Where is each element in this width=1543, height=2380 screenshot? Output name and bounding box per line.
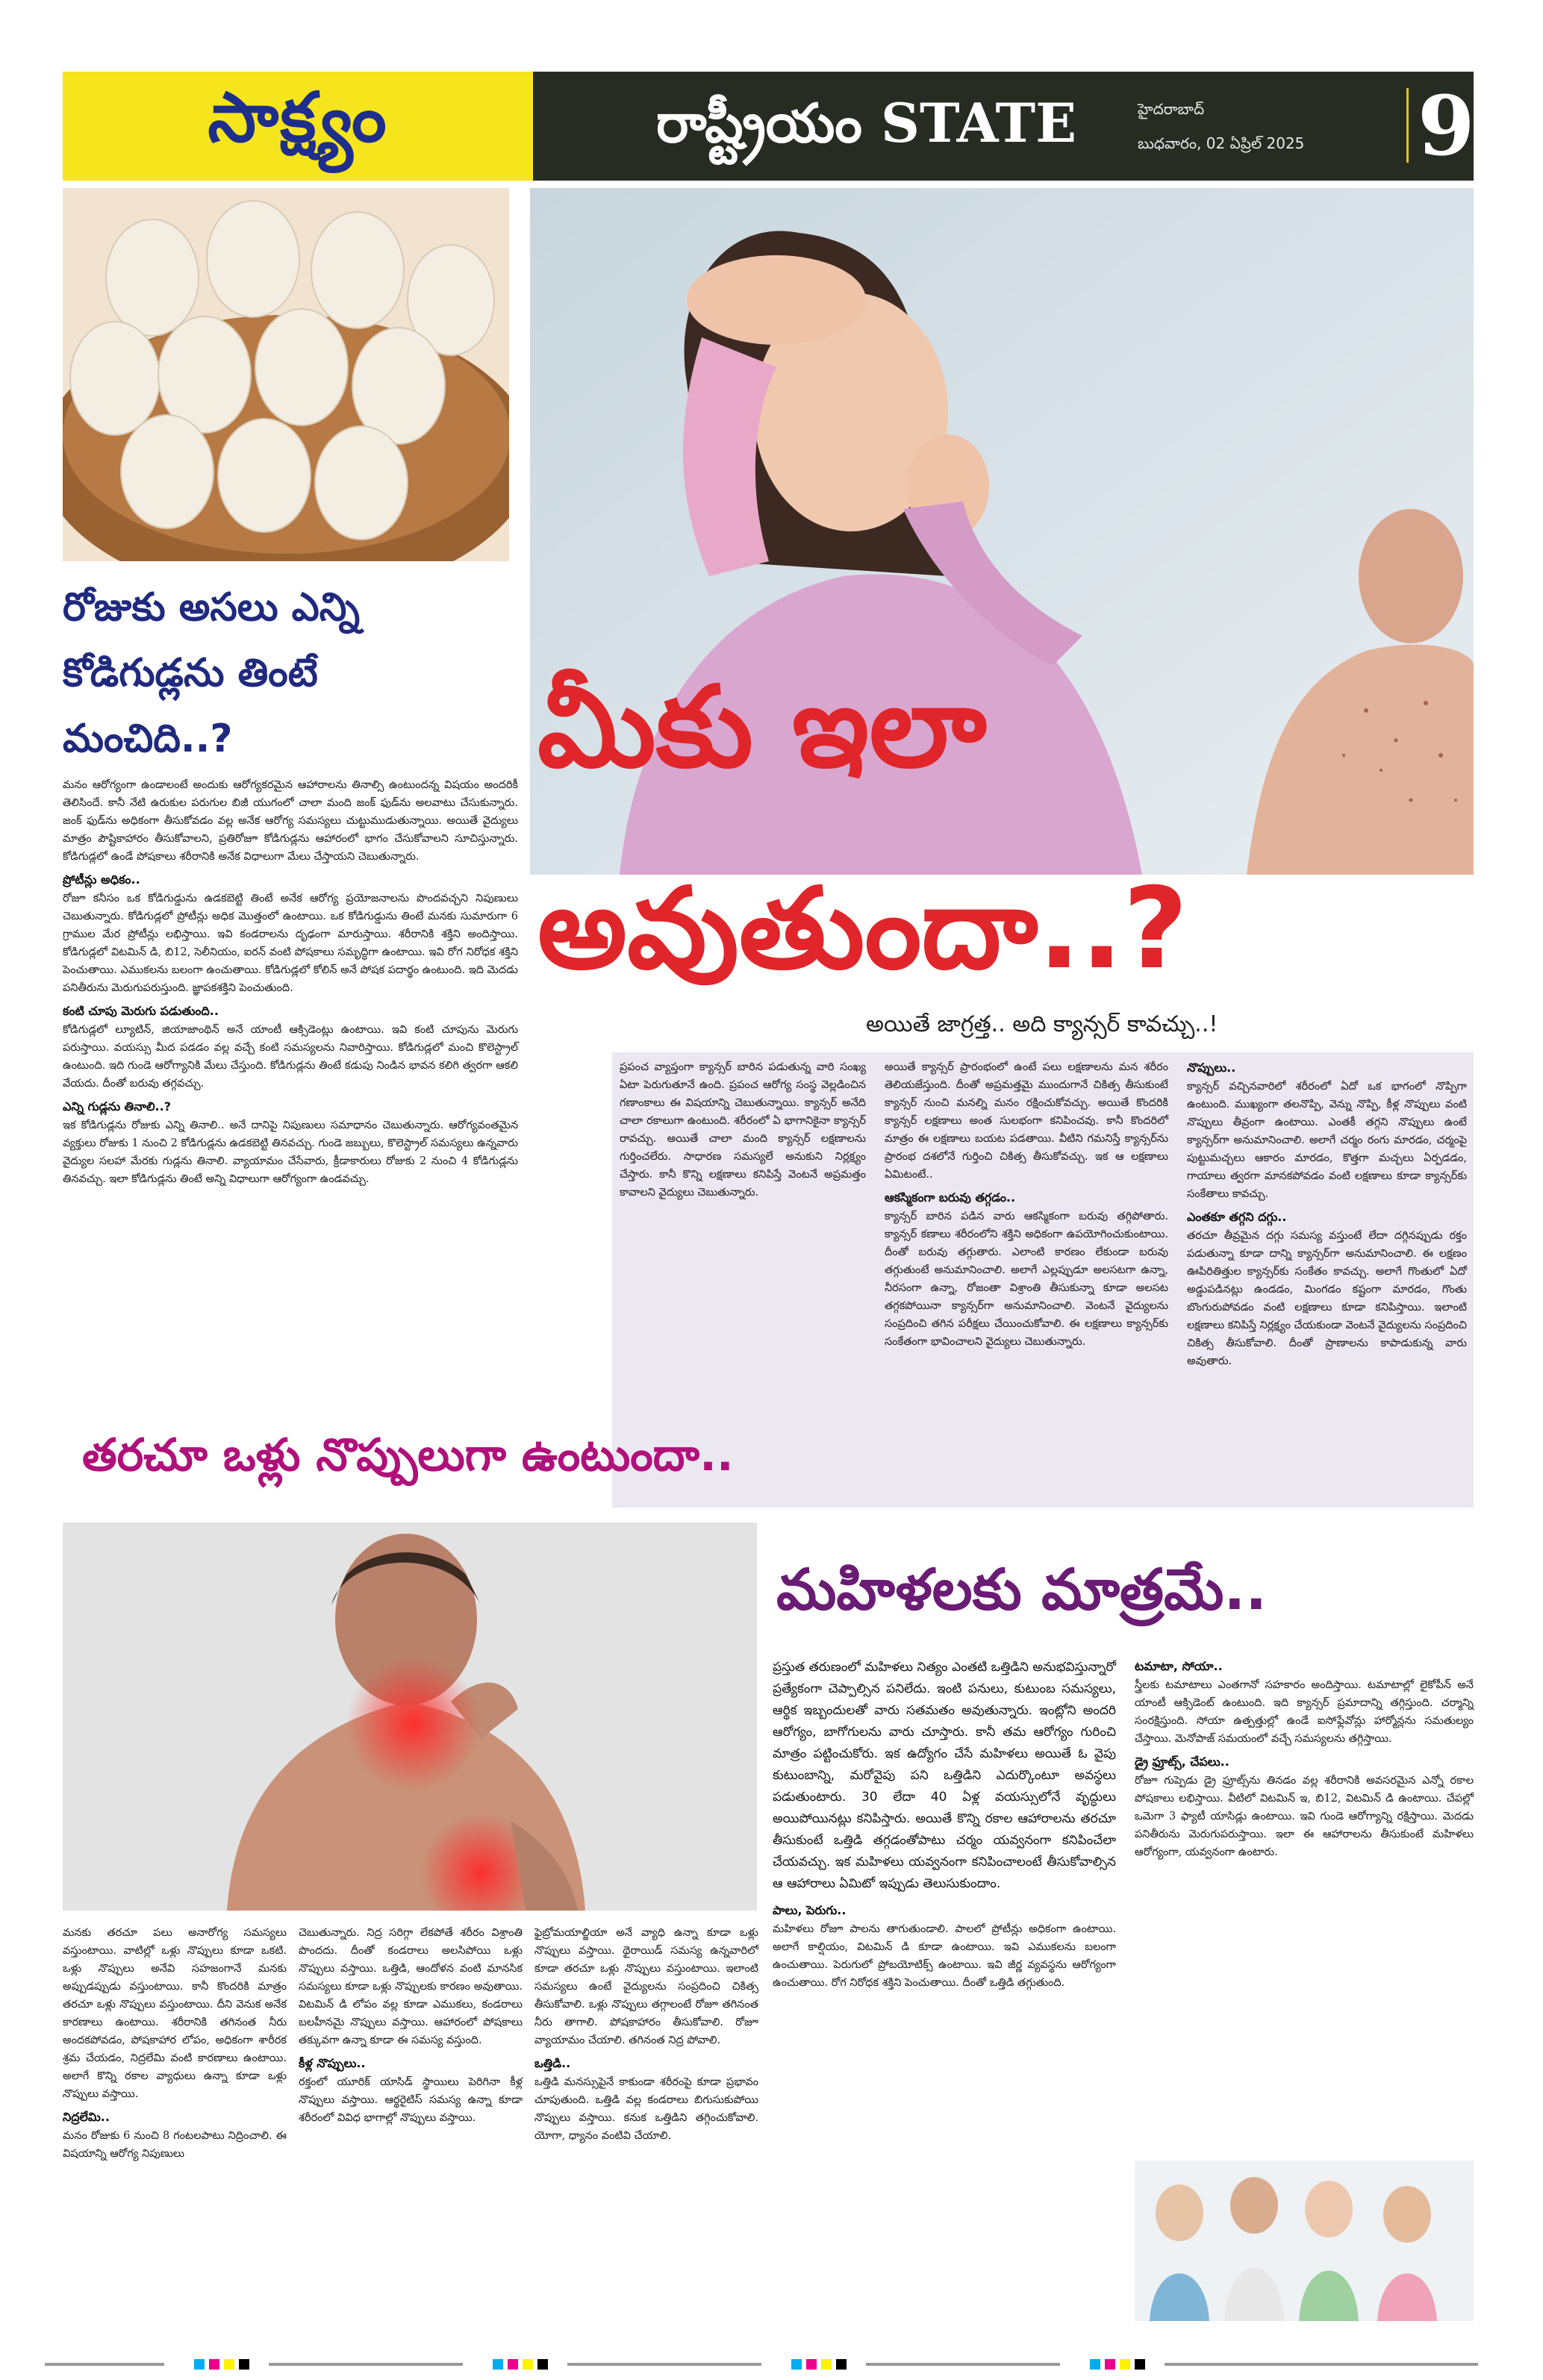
pain-subhead-stress: ఒత్తిడి.. — [534, 2056, 571, 2070]
cancer-col2-text: అయితే క్యాన్సర్ ప్రారంభంలో ఉంటే పలు లక్షణాలను మన శరీరం తెలియజేస్తుంది. దీంతో అప్రమత్తమై ముందుగానే చికిత్స తీసుకుంటే క్యాన్సర్ నుంచి మనల్ని మనం రక్షించుకోవచ్చు. అయితే కొందరికి క్యాన్సర్ లక్షణాలు అంత సులభంగా కనిపించవు. కానీ కొందరిలో మాత్రం ఈ లక్షణాలు బయట పడతాయి. వీటిని గమనిస్తే క్యాన్సర్‌ను ప్రారంభ దశలోనే గుర్తించి చికిత్స తీసుకోవచ్చు. ఇక ఆ లక్షణాలు ఏమిటంటే.. — [885, 1061, 1168, 1181]
pain-col2-text: చెబుతున్నారు. నిద్ర సరిగ్గా లేకపోతే శరీరం విశ్రాంతి పొందదు. దీంతో కండరాలు అలసిపోయి ఒళ్లు నొప్పులు వస్తాయి. ఒత్తిడి, ఆందోళన వంటి మానసిక సమస్యలు కూడా ఒళ్లు నొప్పులకు కారణం అవుతాయి. విటమిన్ డి లోపం వల్ల కూడా ఎముకలు, కండరాలు బలహీనమై నొప్పులు వస్తాయి. ఆహారంలో పోషకాలు తక్కువగా ఉన్నా కూడా ఈ సమస్య వస్తుంది. — [299, 1927, 523, 2046]
cancer-headline-line1: మీకు ఇలా — [537, 663, 987, 793]
logo-text: సాక్ష్యం — [208, 78, 388, 157]
women-subhead-milk: పాలు, పెరుగు.. — [773, 1903, 847, 1917]
back-pain-photo — [63, 1522, 757, 1911]
eggs-photo — [63, 188, 509, 561]
women-col1b-text: మహిళలు రోజూ పాలను తాగుతుండాలి. పాలలో ప్రోటీన్లు అధికంగా ఉంటాయి. అలాగే కాల్షియం, విటమిన్ డి కూడా ఉంటాయి. ఇవి ఎముకలను బలంగా ఉంచుతాయి. పెరుగులో ప్రోబయోటిక్స్ ఉంటాయి. ఇవి జీర్ణ వ్యవస్థను ఆరోగ్యంగా ఉంచుతాయి. రోగ నిరోధక శక్తిని పెంచుతాయి. దీంతో ఒత్తిడి తగ్గుతుంది. — [773, 1923, 1116, 1989]
eggs-para-protein: రోజూ కనీసం ఒక కోడిగుడ్డును ఉడకబెట్టి తింటే అనేక ఆరోగ్య ప్రయోజనాలను పొందవచ్చని నిపుణులు చెబుతున్నారు. కోడిగుడ్లలో ప్రోటీన్లు అధిక మొత్తంలో ఉంటాయి. ఒక కోడిగుడ్డును తింటే మనకు సుమారుగా 6 గ్రాముల మేర ప్రోటీన్లు లభిస్తాయి. ఇవి కండరాలను దృఢంగా మారుస్తాయి. శరీరానికి శక్తిని అందిస్తాయి. కోడిగుడ్లలో విటమిన్ డి, బి12, సెలీనియం, ఐరన్ వంటి పోషకాలు సమృద్ధిగా ఉంటాయి. ఇవి రోగ నిరోధక శక్తిని పెంచుతాయి. ఎముకలను బలంగా ఉంచుతాయి. కోడిగుడ్లలో కోలిన్ అనే పోషక పదార్థం ఉంటుంది. ఇది మెదడు పనితీరును మెరుగుపరుస్తుంది. జ్ఞాపకశక్తిని పెంచుతుంది. — [63, 893, 518, 994]
eggs-subhead-protein: ప్రోటీన్లు అధికం.. — [63, 872, 140, 887]
eggs-para-eyes: కోడిగుడ్లలో ల్యూటిన్, జియాజాంథిన్ అనే యాంటీ ఆక్సిడెంట్లు ఉంటాయి. ఇవి కంటి చూపును మెరుగు పరుస్తాయి. వయస్సు మీద పడడం వల్ల వచ్చే కంటి సమస్యలను నివారిస్తాయి. కోడిగుడ్లలో మంచి కొలెస్ట్రాల్ ఉంటుంది. ఇది గుండె ఆరోగ్యానికి మేలు చేస్తుంది. కోడిగుడ్లను తింటే కడుపు నిండిన భావన కలిగి త్వరగా ఆకలి వేయదు. దీంతో బరువు తగ్గవచ్చు. — [63, 1024, 518, 1090]
cancer-subhead-cough: ఎంతకూ తగ్గని దగ్గు.. — [1187, 1210, 1287, 1224]
eggs-intro: మనం ఆరోగ్యంగా ఉండాలంటే అందుకు ఆరోగ్యకరమైన ఆహారాలను తినాల్సి ఉంటుందన్న విషయం అందరికీ తెలిసిందే. కానీ నేటి ఉరుకుల పరుగుల బిజీ యుగంలో చాలా మంది జంక్ ఫుడ్‌ను అలవాటు చేసుకున్నారు. జంక్ ఫుడ్‌ను అధికంగా తీసుకోవడం వల్ల అనేక ఆరోగ్య సమస్యలు చుట్టుముడుతున్నాయి. అయితే వైద్యులు మాత్రం పౌష్టికాహారం తీసుకోవాలని, ప్రతిరోజూ కోడిగుడ్లను ఆహారంలో భాగం చేసుకోవాలని సూచిస్తున్నారు. కోడిగుడ్లలో ఉండే పోషకాలు శరీరానికి అనేక విధాలుగా మేలు చేస్తాయని చెబుతున్నారు. — [63, 779, 518, 863]
cancer-column-1 — [620, 1058, 866, 1202]
back-pain-illustration — [63, 1522, 757, 1911]
cancer-column-3 — [1187, 1058, 1467, 1370]
body-pain-headline: తరచూ ఒళ్లు నొప్పులుగా ఉంటుందా.. — [82, 1429, 734, 1481]
eggs-bowl-illustration — [63, 188, 509, 561]
pain-col3-text: ఫైబ్రోమయాల్జియా అనే వ్యాధి ఉన్నా కూడా ఒళ్లు నొప్పులు వస్తాయి. థైరాయిడ్ సమస్య ఉన్నవారిలో కూడా తరచూ ఒళ్లు నొప్పులు వస్తుంటాయి. ఇలాంటి సమస్యలు ఉంటే వైద్యులను సంప్రదించి చికిత్స తీసుకోవాలి. ఒళ్లు నొప్పులు తగ్గాలంటే రోజూ తగినంత నీరు తాగాలి. పోషకాహారం తీసుకోవాలి. రోజూ వ్యాయామం చేయాలి. తగినంత నిద్ర పోవాలి. — [534, 1927, 758, 2046]
pain-column-1 — [63, 1924, 287, 2163]
women-subhead-tomato: టమాటా, సోయా.. — [1135, 1659, 1223, 1673]
women-group-photo — [1135, 2161, 1474, 2321]
pain-column-3 — [534, 1924, 758, 2145]
cancer-subhead-weight: ఆకస్మికంగా బరువు తగ్గడం.. — [885, 1190, 1016, 1205]
pain-col3b-text: ఒత్తిడి మనస్సుపైనే కాకుండా శరీరంపై కూడా ప్రభావం చూపుతుంది. ఒత్తిడి వల్ల కండరాలు బిగుసుకుపోయి నొప్పులు వస్తాయి. కనుక ఒత్తిడిని తగ్గించుకోవాలి. యోగా, ధ్యానం వంటివి చేయాలి. — [534, 2076, 758, 2142]
cancer-col3b-text: తరచూ తీవ్రమైన దగ్గు సమస్య వస్తుంటే లేదా దగ్గినప్పుడు రక్తం పడుతున్నా కూడా దాన్ని క్యాన్సర్‌గా అనుమానించాలి. ఈ లక్షణం ఊపిరితిత్తుల క్యాన్సర్‌కు సంకేతం కావచ్చు. అలాగే గొంతులో ఏదో అడ్డుపడినట్లు ఉండడం, మింగడం కష్టంగా మారడం, గొంతు బొంగురుపోవడం వంటి లక్షణాలు కూడా కనిపిస్తాయి. ఇలాంటి లక్షణాలు కనిపిస్తే నిర్లక్ష్యం చేయకుండా వెంటనే వైద్యులను సంప్రదించి చికిత్స తీసుకోవాలి. దీంతో ప్రాణాలను కాపాడుకున్న వారు అవుతారు. — [1187, 1230, 1467, 1367]
cancer-col3-text: క్యాన్సర్ వచ్చినవారిలో శరీరంలో ఏదో ఒక భాగంలో నొప్పిగా ఉంటుంది. ముఖ్యంగా తలనొప్పి, వెన్ను నొప్పి, కీళ్ల నొప్పులు వంటి నొప్పులు తీవ్రంగా ఉంటాయి. ఎంతకీ తగ్గని నొప్పులు ఉంటే క్యాన్సర్‌గా అనుమానించాలి. అలాగే చర్మం రంగు మారడం, చర్మంపై పుట్టుమచ్చలు ఆకారం మారడం, కొత్తగా మచ్చలు ఏర్పడడం, గాయాలు త్వరగా మానకపోవడం వంటి లక్షణాలు కూడా క్యాన్సర్‌కు సంకేతాలు కావచ్చు. — [1187, 1081, 1467, 1200]
eggs-body — [63, 776, 518, 1188]
women-subhead-fish: డ్రై ఫ్రూట్స్, చేపలు.. — [1135, 1755, 1229, 1769]
cancer-col1-text: ప్రపంచ వ్యాప్తంగా క్యాన్సర్ బారిన పడుతున్న వారి సంఖ్య ఏటా పెరుగుతూనే ఉంది. ప్రపంచ ఆరోగ్య సంస్థ వెల్లడించిన గణాంకాలు ఈ విషయాన్ని చెబుతున్నాయి. క్యాన్సర్ అనేది చాలా రకాలుగా ఉంటుంది. శరీరంలో ఏ భాగానికైనా క్యాన్సర్ రావచ్చు. అయితే చాలా మంది క్యాన్సర్ లక్షణాలను గుర్తించలేరు. సాధారణ సమస్యలే అనుకుని నిర్లక్ష్యం చేస్తారు. కానీ కొన్ని లక్షణాలు కనిపిస్తే వెంటనే అప్రమత్తం కావాలని వైద్యులు చెబుతున్నారు. — [620, 1061, 866, 1199]
cancer-subheadline: అయితే జాగ్రత్త.. అది క్యాన్సర్ కావచ్చు..! — [866, 1011, 1218, 1037]
cancer-headline-line2: అవుతుందా..? — [537, 864, 1188, 994]
pain-col2b-text: రక్తంలో యూరిక్ యాసిడ్ స్థాయిలు పెరిగినా కీళ్ల నొప్పులు వస్తాయి. ఆర్థరైటిస్ సమస్య ఉన్నా కూడా శరీరంలో వివిధ భాగాల్లో నొప్పులు వస్తాయి. — [299, 2076, 523, 2124]
women-column-2 — [1135, 1657, 1474, 1861]
newspaper-logo — [63, 72, 533, 181]
women-column-1 — [773, 1657, 1116, 1992]
women-col2b-text: రోజూ గుప్పెడు డ్రై ఫ్రూట్స్‌ను తినడం వల్ల శరీరానికి అవసరమైన ఎన్నో రకాల పోషకాలు లభిస్తాయి. వీటిలో విటమిన్ ఇ, బి12, విటమిన్ డి ఉంటాయి. చేపల్లో ఒమెగా 3 ఫ్యాటీ యాసిడ్లు ఉంటాయి. ఇవి గుండె ఆరోగ్యాన్ని రక్షిస్తాయి. మెదడు పనితీరును మెరుగుపరుస్తాయి. ఇలా ఈ ఆహారాలను తీసుకుంటే మహిళలు ఆరోగ్యంగా, యవ్వనంగా ఉంటారు. — [1135, 1775, 1474, 1858]
pain-col1b-text: మనం రోజుకు 6 నుంచి 8 గంటలపాటు నిద్రించాలి. ఈ విషయాన్ని ఆరోగ్య నిపుణులు — [63, 2130, 287, 2160]
women-headline: మహిళలకు మాత్రమే.. — [776, 1556, 1268, 1622]
pain-column-2 — [299, 1924, 523, 2127]
pain-col1-text: మనకు తరచూ పలు అనారోగ్య సమస్యలు వస్తుంటాయి. వాటిల్లో ఒళ్లు నొప్పులు కూడా ఒకటి. ఒళ్లు నొప్పులు అనేవి సహజంగానే మనకు అప్పుడప్పుడు వస్తుంటాయి. కానీ కొందరికి మాత్రం తరచూ ఒళ్లు నొప్పులు వస్తుంటాయి. దీని వెనుక అనేక కారణాలు ఉంటాయి. శరీరానికి తగినంత నీరు అందకపోవడం, పోషకాహార లోపం, అధికంగా శారీరక శ్రమ చేయడం, నిద్రలేమి వంటి కారణాలు ఉంటాయి. అలాగే కొన్ని రకాల వ్యాధులు ఉన్నా కూడా ఒళ్లు నొప్పులు వస్తాయి. — [63, 1927, 287, 2100]
section-banner — [533, 72, 1474, 181]
women-col2a-text: స్త్రీలకు టమాటాలు ఎంతగానో సహకారం అందిస్తాయి. టమాటాల్లో లైకోపీన్ అనే యాంటీ ఆక్సిడెంట్ ఉంటుంది. ఇది క్యాన్సర్ ప్రమాదాన్ని తగ్గిస్తుంది. చర్మాన్ని సంరక్షిస్తుంది. సోయా ఉత్పత్తుల్లో ఉండే ఐసోఫ్లేవోన్లు హార్మోన్లను సమతుల్యం చేస్తాయి. మెనోపాజ్ సమయంలో వచ్చే సమస్యలను తగ్గిస్తాయి. — [1135, 1679, 1474, 1745]
women-group-illustration — [1135, 2161, 1474, 2321]
cancer-column-2 — [885, 1058, 1168, 1351]
pain-subhead-sleep: నిద్రలేమి.. — [63, 2110, 110, 2124]
women-lead-text: ప్రస్తుత తరుణంలో మహిళలు నిత్యం ఎంతటి ఒత్తిడిని అనుభవిస్తున్నారో ప్రత్యేకంగా చెప్పాల్సిన పనిలేదు. ఇంటి పనులు, కుటుంబ సమస్యలు, ఆర్థిక ఇబ్బందులతో వారు సతమతం అవుతున్నారు. ఇంట్లోని అందరి ఆరోగ్యం, బాగోగులను వారు చూస్తారు. కానీ తమ ఆరోగ్యం గురించి మాత్రం పట్టించుకోరు. ఇక ఉద్యోగం చేసే మహిళలు అయితే ఓ వైపు కుటుంబాన్ని, మరోవైపు పని ఒత్తిడిని ఎదుర్కొంటూ అవస్థలు పడుతుంటారు. 30 లేదా 40 ఏళ్ల వయస్సులోనే వృద్ధులు అయిపోయినట్లు కనిపిస్తారు. అయితే కొన్ని రకాల ఆహారాలను తరచూ తీసుకుంటే ఒత్తిడి తగ్గడంతోపాటు చర్మం యవ్వనంగా కనిపించేలా చేయవచ్చు. ఇక మహిళలు యవ్వనంగా కనిపించాలంటే తీసుకోవాల్సిన ఆ ఆహారాలు ఏమిటో ఇప్పుడు తెలుసుకుందాం. — [773, 1660, 1116, 1891]
eggs-subhead-count: ఎన్ని గుడ్లను తినాలి..? — [63, 1099, 171, 1114]
eggs-subhead-eyes: కంటి చూపు మెరుగు పడుతుంది.. — [63, 1004, 219, 1018]
page-number: 9 — [1418, 78, 1475, 174]
eggs-para-count: ఇక కోడిగుడ్లను రోజుకు ఎన్ని తినాలి.. అనే దానిపై నిపుణులు సమాధానం చెబుతున్నారు. ఆరోగ్యవంతమైన వ్యక్తులు రోజుకు 1 నుంచి 2 కోడిగుడ్లను ఉడకబెట్టి తినవచ్చు. గుండె జబ్బులు, కొలెస్ట్రాల్ సమస్యలు ఉన్నవారు వైద్యుల సలహా మేరకు గుడ్లను తినాలి. వ్యాయామం చేసేవారు, క్రీడాకారులు రోజుకు 2 నుంచి 4 కోడిగుడ్లను తినవచ్చు. ఇలా కోడిగుడ్లను తింటే అన్ని విధాలుగా ఆరోగ్యంగా ఉండవచ్చు. — [63, 1119, 518, 1185]
edition-date: బుధవారం, 02 ఏప్రిల్ 2025 — [1138, 134, 1305, 152]
eggs-headline: రోజుకు అసలు ఎన్ని కోడిగుడ్లను తింటే మంచిది..? — [63, 585, 360, 761]
section-title: రాష్ట్రీయం STATE — [656, 91, 1076, 154]
edition-city: హైదరాబాద్ — [1138, 100, 1205, 118]
cancer-subhead-pain: నొప్పులు.. — [1187, 1061, 1236, 1075]
print-registration-bar — [30, 2358, 1515, 2369]
masthead — [63, 72, 1474, 181]
divider — [1406, 88, 1409, 163]
pain-subhead-joint: కీళ్ల నొప్పులు.. — [299, 2056, 366, 2070]
color-bar-marks — [30, 2359, 1515, 2370]
cancer-col2b-text: క్యాన్సర్ బారిన పడిన వారు ఆకస్మికంగా బరువు తగ్గిపోతారు. క్యాన్సర్ కణాలు శరీరంలోని శక్తిని అధికంగా ఉపయోగించుకుంటాయి. దీంతో బరువు తగ్గుతారు. ఎలాంటి కారణం లేకుండా బరువు తగ్గుతుంటే అనుమానించాలి. అలాగే ఎల్లప్పుడూ అలసటగా ఉన్నా, నీరసంగా ఉన్నా, రోజంతా విశ్రాంతి తీసుకున్నా కూడా అలసట తగ్గకపోయినా క్యాన్సర్‌గా అనుమానించాలి. వెంటనే వైద్యులను సంప్రదించి తగిన పరీక్షలు చేయించుకోవాలి. ఈ లక్షణాలు క్యాన్సర్‌కు సంకేతంగా భావించాలని వైద్యులు చెబుతున్నారు. — [885, 1211, 1168, 1348]
